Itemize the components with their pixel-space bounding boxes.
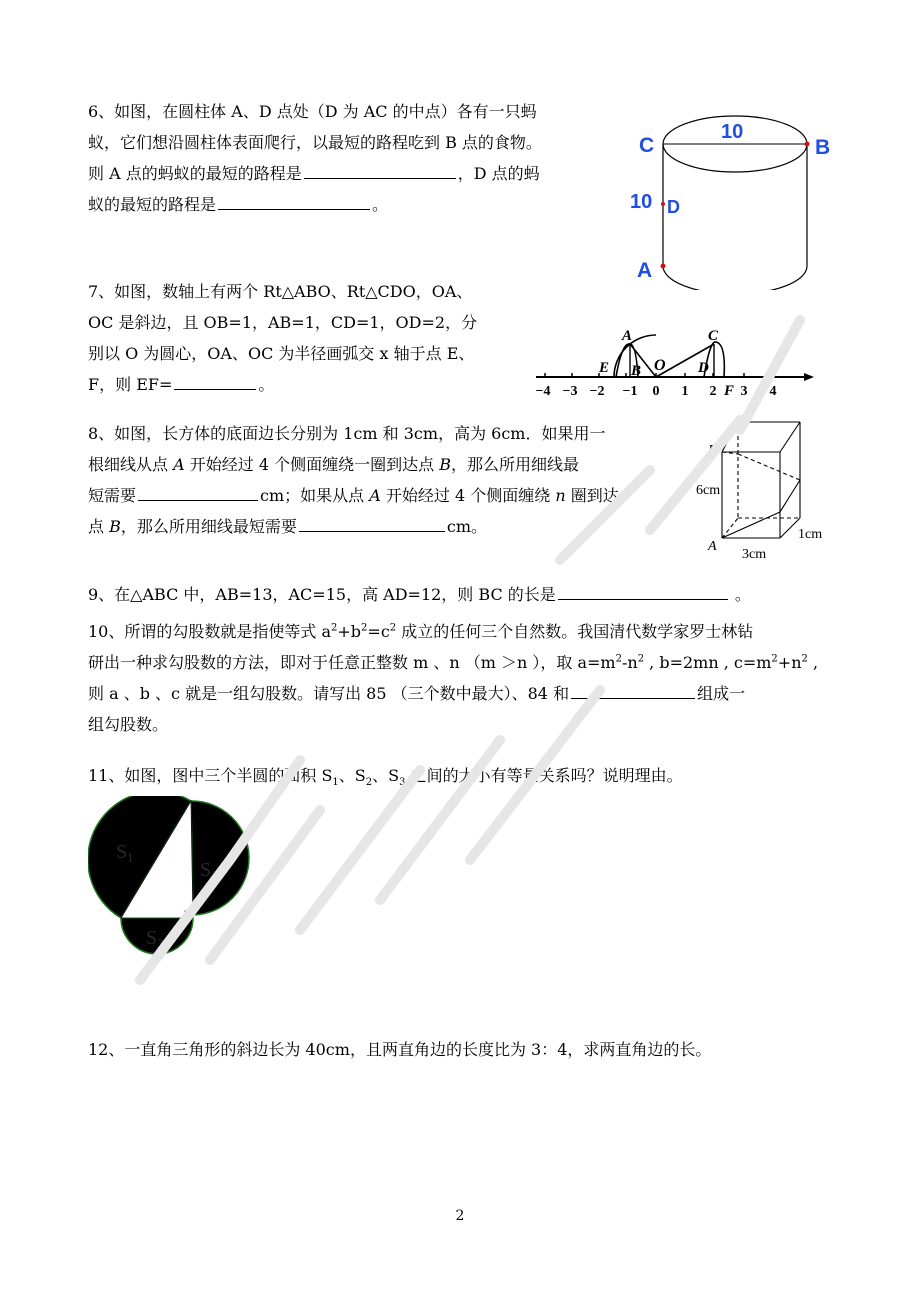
tick-label: −3 xyxy=(562,384,578,399)
label-depth: 1cm xyxy=(798,527,823,542)
svg-text:S3: $S_3$ xyxy=(146,927,164,951)
svg-text:S2: $S_2$ xyxy=(200,859,218,883)
label-b: B xyxy=(708,443,717,458)
q6-line-1: 6、如图，在圆柱体 A、D 点处（D 为 AC 的中点）各有一只蚂 xyxy=(88,102,537,121)
label-f: F xyxy=(724,383,735,399)
question-10 xyxy=(88,616,818,740)
q6-line-3: 则 A 点的蚂蚁的最短的路程是 ，D 点的蚂 xyxy=(88,164,540,183)
question-9 xyxy=(88,579,751,610)
question-12 xyxy=(88,1034,711,1065)
q10-line-3: 则 a 、b 、c 就是一组勾股数。请写出 85 （三个数中最大）、84 和 组成一 xyxy=(88,684,746,703)
number-line-figure xyxy=(530,322,820,402)
label-top-length: 10 xyxy=(721,121,744,143)
label-d: D xyxy=(698,360,709,376)
q10-line-4: 组勾股数。 xyxy=(88,715,169,734)
svg-text:S1: $S_1$ xyxy=(116,841,134,865)
label-width: 3cm xyxy=(742,547,767,562)
tick-label: 4 xyxy=(769,384,777,399)
question-6 xyxy=(88,96,542,220)
q7-line-4: F，则 EF= 。 xyxy=(88,375,275,394)
label-a: A xyxy=(708,539,717,554)
label-b: B xyxy=(631,363,642,379)
q8-answer-blank-2[interactable] xyxy=(299,515,445,532)
point-b-marker xyxy=(805,142,810,147)
q10-line-2: 研出一种求勾股数的方法，即对于任意正整数 m 、n （m ＞n ），取 $a=m^2-n^2$ , b=2mn , $c=m^2+n^2$ , xyxy=(88,653,819,672)
q8-line-4: 点 B，那么所用细线最短需要 cm。 xyxy=(88,517,488,536)
label-s1: S xyxy=(116,841,128,863)
label-a: A xyxy=(622,328,633,344)
tick-label: −2 xyxy=(589,384,605,399)
semicircles-figure xyxy=(88,796,288,986)
point-d-marker xyxy=(661,202,665,206)
q8-line-3: 短需要 cm；如果从点 A 开始经过 4 个侧面缠绕 n 圈到达 xyxy=(88,486,619,505)
question-7 xyxy=(88,276,477,400)
q8-answer-blank-1[interactable] xyxy=(138,484,258,501)
label-height: 6cm xyxy=(696,483,721,498)
page-number: 2 xyxy=(455,1208,465,1224)
label-b: B xyxy=(815,136,831,159)
q7-answer-blank[interactable] xyxy=(174,373,256,390)
q9-line: 9、在△ABC 中，AB=13，AC=15，高 AD=12，则 BC 的长是 。 xyxy=(88,585,751,604)
tick-label: −4 xyxy=(535,384,551,399)
question-8 xyxy=(88,418,619,542)
label-s2: S xyxy=(200,859,212,881)
tick-label: 0 xyxy=(652,384,660,399)
label-d: D xyxy=(667,197,680,217)
q10-answer-blank[interactable] xyxy=(571,682,695,699)
q10-line-1: 10、所谓的勾股数就是指使等式 $a^2+b^2=c^2$ 成立的任何三个自然数。我国清代数学家罗士林钻 xyxy=(88,622,754,641)
tick-label: 2 xyxy=(709,384,717,399)
q7-line-3: 别以 O 为圆心，OA、OC 为半径画弧交 x 轴于点 E、 xyxy=(88,344,475,363)
q9-answer-blank[interactable] xyxy=(558,583,728,600)
q7-line-1: 7、如图，数轴上有两个 Rt△ABO、Rt△CDO，OA、 xyxy=(88,282,473,301)
point-a-marker xyxy=(661,264,666,269)
tick-label: 3 xyxy=(740,384,748,399)
q6-line-2: 蚁，它们想沿圆柱体表面爬行，以最短的路程吃到 B 点的食物。 xyxy=(88,133,542,152)
label-c: C xyxy=(708,328,719,344)
tick-label: −1 xyxy=(622,384,638,399)
label-a: A xyxy=(637,259,653,282)
q11-line: 11、如图，图中三个半圆的面积 $S_1$、$S_2$、$S_3$ 之间的大小有等量关系吗？说明理由。 xyxy=(88,766,683,789)
question-11 xyxy=(88,760,683,791)
q12-line: 12、一直角三角形的斜边长为 40cm，且两直角边的长度比为 3：4，求两直角边的长。 xyxy=(88,1040,712,1059)
label-side-length: 10 xyxy=(630,191,653,213)
label-c: C xyxy=(639,134,655,157)
cylinder-figure xyxy=(625,100,845,290)
q6-answer-blank-2[interactable] xyxy=(218,193,370,210)
tick-label: 1 xyxy=(681,384,689,399)
label-o: O xyxy=(654,357,666,374)
q6-line-4: 蚁的最短的路程是 。 xyxy=(88,195,389,214)
q8-line-1: 8、如图，长方体的底面边长分别为 1cm 和 3cm，高为 6cm．如果用一 xyxy=(88,424,606,443)
label-s3: S xyxy=(146,927,158,949)
label-e: E xyxy=(599,360,610,376)
cuboid-figure xyxy=(696,414,836,564)
q7-line-2: OC 是斜边，且 OB=1，AB=1，CD=1，OD=2，分 xyxy=(88,313,478,332)
q8-line-2: 根细线从点 A 开始经过 4 个侧面缠绕一圈到达点 B，那么所用细线最 xyxy=(88,455,579,474)
q6-answer-blank-1[interactable] xyxy=(304,162,456,179)
